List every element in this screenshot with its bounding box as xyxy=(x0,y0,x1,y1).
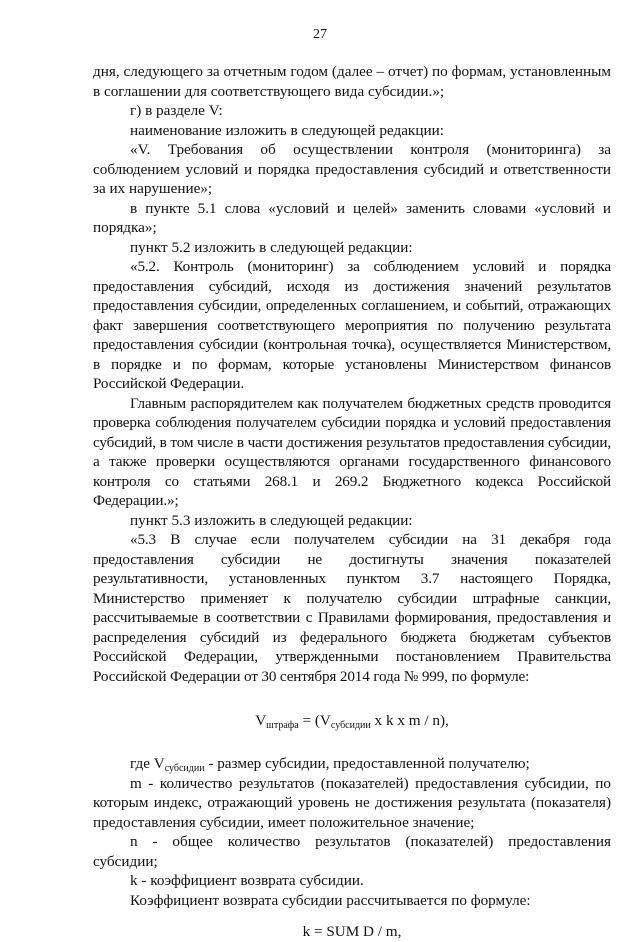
page-number: 27 xyxy=(313,27,327,42)
paragraph: Главным распорядителем как получателем бюджетных средств проводится проверка соблюдения получателем субсидии порядка и условий предоставления субсидий, в том числе в части достижения результатов предоставления субсидии, а также проверки осуществляются органами государственного финансового контроля со статьями 268.1 и 269.2 Бюджетного кодекса Российской Федерации.»; xyxy=(93,394,611,509)
definition-m: m - количество результатов (показателей) предоставления субсидии, по которым индекс, отражающий уровень не достижения результата (показателя) предоставления субсидии, имеет положительное значение; xyxy=(93,774,611,831)
paragraph: г) в разделе V: xyxy=(130,102,223,119)
paragraph: наименование изложить в следующей редакции: xyxy=(130,121,444,139)
paragraph: «V. Требования об осуществлении контроля (мониторинга) за соблюдением условий и порядка предоставления субсидий и ответственности за их нарушение»; xyxy=(93,141,611,197)
document-body xyxy=(93,62,611,942)
paragraph: дня, следующего за отчетным годом (далее – отчет) по формам, установленным в соглашении для соответствующего вида субсидии.»; xyxy=(93,63,611,100)
definition-k: k - коэффициент возврата субсидии. xyxy=(130,872,364,889)
coefficient-formula: k = SUM D / m, xyxy=(302,923,402,940)
definition-v: где $V_{субсидии}$ - размер субсидии, предоставленной получателю; xyxy=(130,755,530,774)
paragraph: «5.3 В случае если получателем субсидии на 31 декабря года предоставления субсидии не достигнуты значения показателей результативности, установленных пунктом 3.7 настоящего Порядка, Министерство применяет к получателю субсидии штрафные санкции, рассчитываемые в соответствии с Правилами формирования, предоставления и распределения субсидий из федерального бюджета бюджетам субъектов Российской Федерации, утвержденными постановлением Правительства Российской Федерации от 30 сентября 2014 года № 999, по формуле: xyxy=(93,531,611,685)
paragraph: в пункте 5.1 слова «условий и целей» заменить словами «условий и порядка»; xyxy=(93,199,611,236)
paragraph: пункт 5.2 изложить в следующей редакции: xyxy=(130,238,413,256)
penalty-formula: $V_{штрафа} = (V_{субсидии}$ x k x m / n), xyxy=(255,712,449,731)
paragraph: пункт 5.3 изложить в следующей редакции: xyxy=(130,511,413,529)
paragraph: «5.2. Контроль (мониторинг) за соблюдением условий и порядка предоставления субсидий, исходя из достижения значений результатов предоставления субсидии, определенных соглашением, и событий, отражающих факт завершения соответствующего мероприятия по получению результата предоставления субсидии (контрольная точка), осуществляется Министерством, в порядке и по формам, которые установлены Министерством финансов Российской Федерации. xyxy=(93,258,611,392)
definition-n: n - общее количество результатов (показателей) предоставления субсидии; xyxy=(93,833,611,870)
paragraph: Коэффициент возврата субсидии рассчитывается по формуле: xyxy=(130,891,531,909)
